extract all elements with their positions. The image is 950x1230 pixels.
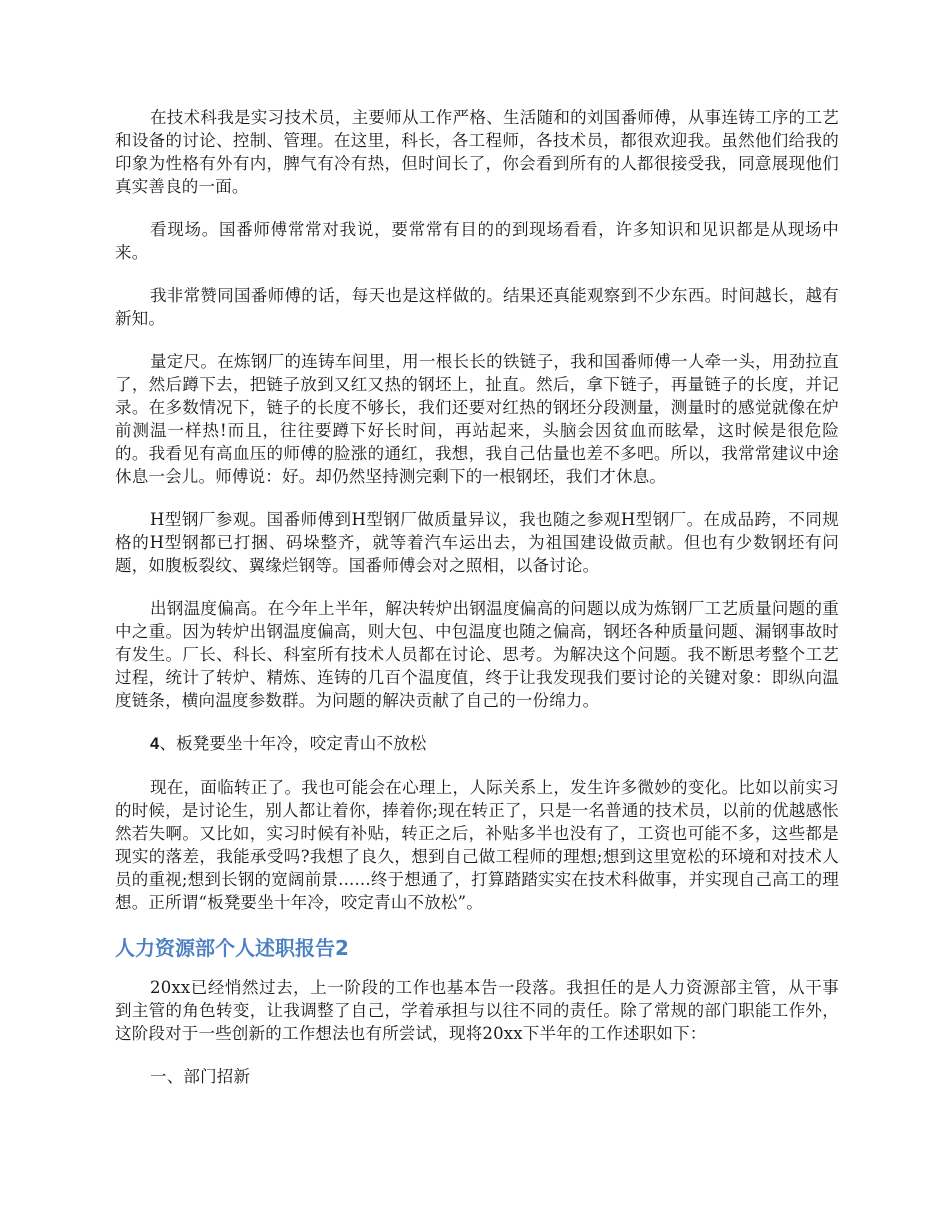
paragraph: 我非常赞同国番师傅的话，每天也是这样做的。结果还真能观察到不少东西。时间越长，越有新知。 (115, 286, 839, 328)
subsection-title: 一、部门招新 (150, 1067, 251, 1086)
paragraph: 出钢温度偏高。在今年上半年，解决转炉出钢温度偏高的问题以成为炼钢厂工艺质量问题的重中之重。因为转炉出钢温度偏高，则大包、中包温度也随之偏高，钢坯各种质量问题、漏钢事故时有发生。厂长、科长、科室所有技术人员都在讨论、思考。为解决这个问题。我不断思考整个工艺过程，统计了转炉、精炼、连铸的几百个温度值，终于让我发现我们要讨论的关键对象：即纵向温度链条，横向温度参数群。为问题的解决贡献了自己的一份绵力。 (115, 599, 839, 710)
item-text: 、板凳要坐十年冷，咬定青山不放松 (159, 734, 427, 753)
item-number: 4 (150, 735, 160, 753)
paragraph: 现在，面临转正了。我也可能会在心理上，人际关系上，发生许多微妙的变化。比如以前实习的时候，是讨论生，别人都让着你，捧着你;现在转正了，只是一名普通的技术员，以前的优越感怅然若失啊。又比如，实习时候有补贴，转正之后，补贴多半也没有了，工资也可能不多，这些都是现实的落差，我能承受吗?我想了良久，想到自己做工程师的理想;想到这里宽松的环境和对技术人员的重视;想到长钢的宽阔前景......终于想通了，打算踏踏实实在技术科做事，并实现自己高工的理想。正所谓“板凳要坐十年冷，咬定青山不放松”。 (115, 778, 839, 912)
document-page (115, 106, 839, 1108)
paragraph: 20xx已经悄然过去，上一阶段的工作也基本告一段落。我担任的是人力资源部主管，从干事到主管的角色转变，让我调整了自己，学着承担与以往不同的责任。除了常规的部门职能工作外，这阶段对于一些创新的工作想法也有所尝试，现将20xx下半年的工作述职如下： (115, 978, 839, 1043)
paragraph: 量定尺。在炼钢厂的连铸车间里，用一根长长的铁链子，我和国番师傅一人牵一头，用劲拉直了，然后蹲下去，把链子放到又红又热的钢坯上，扯直。然后，拿下链子，再量链子的长度，并记录。在多数情况下，链子的长度不够长，我们还要对红热的钢坯分段测量，测量时的感觉就像在炉前测温一样热!而且，往往要蹲下好长时间，再站起来，头脑会因贫血而眩晕，这时候是很危险的。我看见有高血压的师傅的脸涨的通红，我想，我自己估量也差不多吧。所以，我常常建议中途休息一会儿。师傅说：好。却仍然坚持测完剩下的一根钢坯，我们才休息。 (115, 352, 839, 486)
numbered-item (115, 732, 839, 756)
section-heading: 人力资源部个人述职报告2 (115, 936, 349, 960)
paragraph: H型钢厂参观。国番师傅到H型钢厂做质量异议，我也随之参观H型钢厂。在成品跨，不同规格的H型钢都已打捆、码垛整齐，就等着汽车运出去，为祖国建设做贡献。但也有少数钢坯有问题，如腹板裂纹、翼缘烂钢等。国番师傅会对之照相，以备讨论。 (115, 510, 839, 575)
paragraph: 在技术科我是实习技术员，主要师从工作严格、生活随和的刘国番师傅，从事连铸工序的工艺和设备的讨论、控制、管理。在这里，科长，各工程师，各技术员，都很欢迎我。虽然他们给我的印象为性格有外有内，脾气有冷有热，但时间长了，你会看到所有的人都很接受我，同意展现他们真实善良的一面。 (115, 108, 839, 196)
paragraph: 看现场。国番师傅常常对我说，要常常有目的的到现场看看，许多知识和见识都是从现场中来。 (115, 220, 839, 262)
